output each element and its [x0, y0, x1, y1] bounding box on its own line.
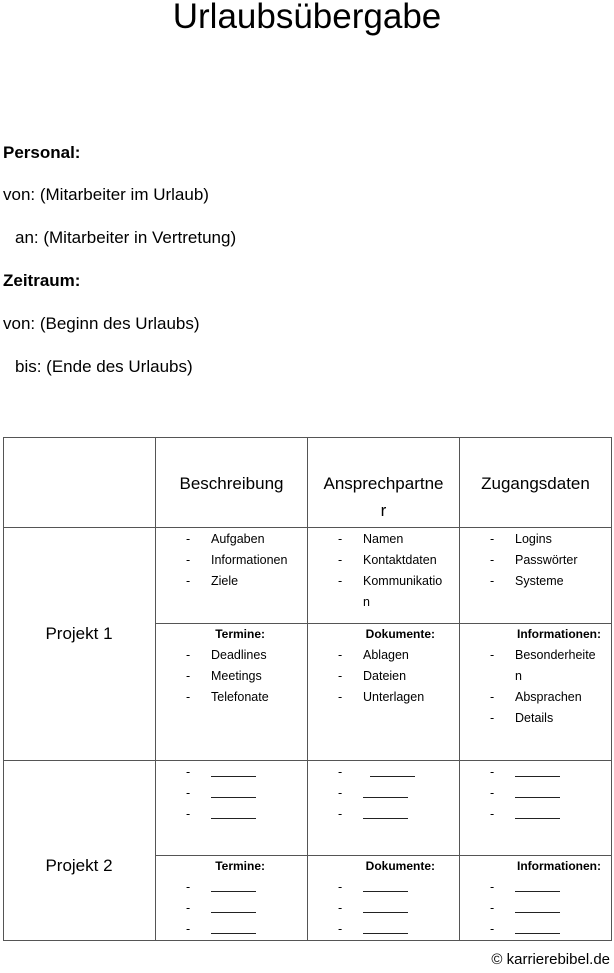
p2-dokumente-heading: Dokumente:: [365, 859, 435, 873]
header-zugangsdaten: Zugangsdaten: [481, 474, 590, 493]
blank-line[interactable]: [363, 797, 408, 798]
blank-line[interactable]: [363, 818, 408, 819]
blank-line[interactable]: [370, 776, 415, 777]
blank-line[interactable]: [515, 912, 560, 913]
blank-line[interactable]: [211, 818, 256, 819]
row-divider: [3, 760, 612, 761]
blank-line[interactable]: [515, 776, 560, 777]
p2-termine-heading: Termine:: [215, 859, 265, 873]
header-beschreibung: Beschreibung: [179, 474, 284, 493]
period-from: von: (Beginn des Urlaubs): [3, 314, 200, 333]
p1-termine-heading: Termine:: [215, 627, 265, 641]
blank-line[interactable]: [211, 891, 256, 892]
row-divider: [3, 527, 612, 528]
blank-line[interactable]: [515, 818, 560, 819]
p1-dokumente-heading: Dokumente:: [365, 627, 435, 641]
blank-line[interactable]: [515, 797, 560, 798]
period-label: Zeitraum:: [3, 271, 81, 290]
blank-line[interactable]: [211, 912, 256, 913]
header-ansprechpartner: [308, 470, 459, 524]
blank-line[interactable]: [211, 797, 256, 798]
header-ansprechpartner-line1: Ansprechpartne: [323, 474, 444, 493]
p2-informationen-heading: Informationen:: [517, 859, 601, 873]
project-1-label: Projekt 1: [45, 624, 113, 643]
personal-to: an: (Mitarbeiter in Vertretung): [15, 228, 237, 247]
table-border: [611, 437, 612, 941]
header-ansprechpartner-line2: r: [380, 501, 387, 520]
blank-line[interactable]: [515, 891, 560, 892]
document-title: Urlaubsübergabe: [172, 0, 442, 36]
personal-from: von: (Mitarbeiter im Urlaub): [3, 185, 209, 204]
project-2-label: Projekt 2: [45, 856, 113, 875]
blank-line[interactable]: [363, 912, 408, 913]
handover-table: Beschreibung Ansprechpartne r Zugangsdaten Projekt 1 - Aufgaben - Informationen - Ziele - Namen - Kontaktdaten - Kommunikatio n - Logins - Passwörter - Systeme Termine: Dokumente: Informationen: - Deadlines - Meetings - Telefonate - Ablagen - Dateien - Unterlagen - Besonderheite n - Absprachen - Details Projekt 2 - - - - - - - - - Termine: Dokumente: Informationen: - - - - - - - - -: [3, 437, 612, 941]
blank-line[interactable]: [211, 933, 256, 934]
personal-label: Personal:: [3, 143, 81, 162]
p1-informationen-heading: Informationen:: [517, 627, 601, 641]
blank-line[interactable]: [363, 933, 408, 934]
blank-line[interactable]: [515, 933, 560, 934]
period-to: bis: (Ende des Urlaubs): [15, 357, 193, 376]
blank-line[interactable]: [363, 891, 408, 892]
copyright-footer: © karrierebibel.de: [491, 951, 610, 968]
blank-line[interactable]: [211, 776, 256, 777]
